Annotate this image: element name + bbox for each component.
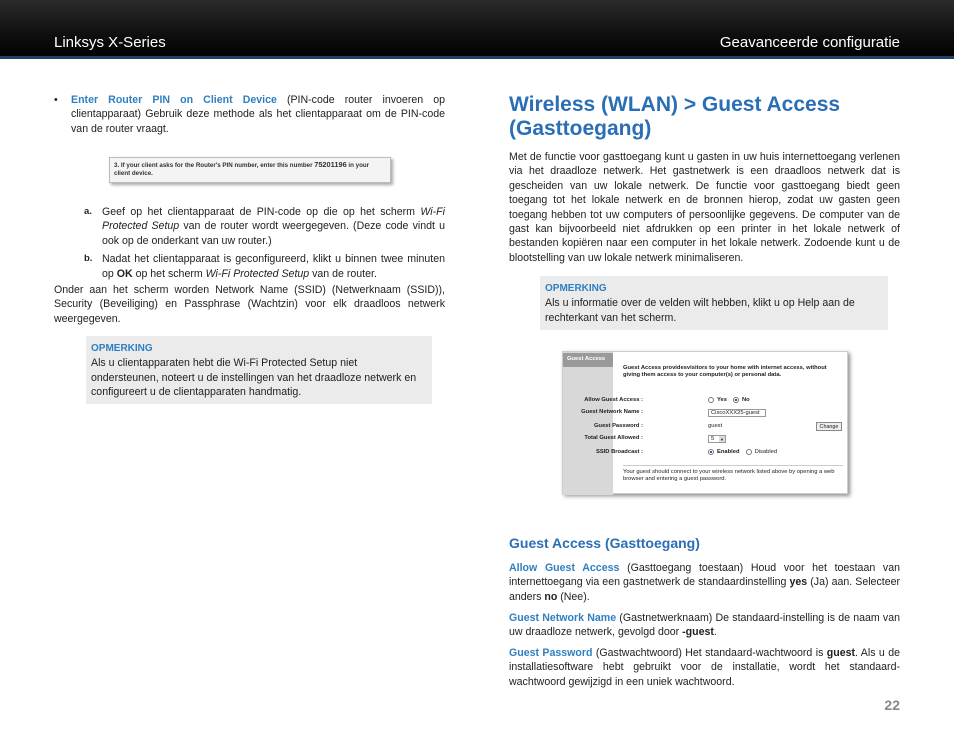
pin-screenshot [109, 157, 391, 183]
guest-password-t2: . Als u de installatiesoftware hebt gebruikt voor de installatie, wordt het standaard-wachtwoord gewijzigd in een uniek wachtwoord. [509, 647, 901, 688]
guest-name-t2: . [713, 626, 717, 639]
step-a-label: a. [84, 206, 92, 217]
row-guest-password [563, 423, 793, 433]
page-header [0, 0, 954, 58]
page-number: 22 [884, 697, 900, 713]
screenshot-footer: Your guest should connect to your wireless network listed above by opening a web browser and entering a guest password. [623, 469, 835, 482]
chevron-down-icon: ▼ [720, 437, 724, 442]
guest-name-term: Guest Network Name [509, 612, 617, 624]
radio-enabled-icon [708, 449, 714, 455]
guest-password-para [509, 646, 900, 689]
bullet-term: Enter Router PIN on Client Device [71, 94, 277, 106]
radio-disabled-label: Disabled [754, 449, 778, 455]
step-b [84, 252, 445, 281]
allow-guest-label: Allow Guest Access : [584, 397, 643, 403]
guest-password-term: Guest Password [509, 647, 593, 659]
screenshot-divider [623, 465, 843, 466]
header-section: Geavanceerde configuratie [719, 34, 900, 51]
row-ssid-broadcast [563, 449, 793, 459]
step-a-em: Wi-Fi Protected Setup [102, 206, 445, 233]
radio-enabled-label: Enabled [717, 449, 740, 455]
allow-guest-term: Allow Guest Access [509, 562, 620, 574]
step-b-bold: OK [116, 267, 133, 280]
pin-number: 75201196 [314, 160, 347, 169]
section-subtitle: Guest Access (Gasttoegang) [509, 535, 700, 551]
guest-name-t1: (Gastnetwerknaam) De standaard-instelling is de naam van uw draadloze netwerk, gevolgd door [509, 612, 900, 639]
guest-password-value: guest [708, 423, 723, 429]
pin-text-before: 3. If your client asks for the Router's PIN number, enter this number [114, 162, 315, 169]
bullet-item [54, 93, 445, 136]
row-allow-guest [563, 397, 793, 407]
step-a-t1: Geef op het clientapparaat de PIN-code op die op het scherm [102, 206, 421, 218]
step-a [84, 205, 445, 248]
note-title-right: OPMERKING [545, 283, 607, 294]
row-guest-name [563, 409, 793, 419]
bullet-icon: • [54, 94, 58, 106]
pin-text-after: in your client device. [114, 162, 370, 177]
change-button: Change [816, 422, 842, 431]
radio-yes-icon [708, 397, 714, 403]
step-b-t3: van de router. [309, 267, 377, 280]
total-guest-label: Total Guest Allowed : [584, 435, 643, 441]
header-accent-line [0, 56, 954, 59]
note-text-right: Als u informatie over de velden wilt hebben, klikt u op Help aan de rechterkant van het scherm. [545, 297, 855, 324]
note-title-left: OPMERKING [91, 343, 153, 354]
note-box-right [540, 276, 888, 330]
step-a-text [102, 205, 445, 248]
bullet-text [71, 93, 445, 136]
guest-name-field: CiscoXXX25-guest [708, 409, 766, 417]
guest-password-b1: guest [826, 647, 856, 659]
step-a-t2: van de router wordt weergegeven. (Deze code vindt u ook op de onderkant van uw router.) [102, 220, 445, 247]
total-guest-select-wrap [708, 435, 726, 443]
allow-guest-options [708, 397, 750, 403]
guest-password-t1: (Gastwachtwoord) Het standaard-wachtwoord is [592, 647, 827, 659]
step-b-t2: op het scherm [132, 267, 206, 280]
guest-name-b1: -guest [682, 626, 714, 639]
screenshot-main [623, 365, 843, 379]
note-text-left: Als u clientapparaten hebt die Wi-Fi Protected Setup niet ondersteunen, noteert u de instellingen van het draadloze netwerk en configureert u de clientapparaten handmatig. [91, 357, 417, 399]
allow-guest-para [509, 561, 900, 604]
step-b-t1: Nadat het clientapparaat is geconfigureerd, klikt u binnen twee minuten op [102, 253, 445, 280]
guest-name-para [509, 611, 900, 640]
step-b-text [102, 252, 445, 281]
note-box-left [86, 336, 432, 404]
guest-access-screenshot [562, 351, 848, 494]
allow-guest-b1: yes [789, 576, 808, 589]
screenshot-tab-guest-access: Guest Access [563, 353, 613, 367]
ssid-broadcast-options [708, 449, 777, 455]
header-product: Linksys X-Series [54, 34, 166, 51]
ssid-broadcast-label: SSID Broadcast : [595, 449, 643, 455]
radio-yes-label: Yes [717, 397, 727, 403]
radio-no-icon [733, 397, 739, 403]
allow-guest-t3: (Nee). [557, 590, 590, 603]
row-total-guest [563, 435, 793, 445]
network-para: Onder aan het scherm worden Network Name (SSID) (Netwerknaam (SSID)), Security (Beveiliging) en Passphrase (Wachtzin) voor elk draadloos netwerk weergegeven. [54, 284, 445, 325]
allow-guest-b2: no [544, 590, 558, 603]
guest-password-label: Guest Password : [594, 423, 643, 429]
allow-guest-t1: (Gasttoegang toestaan) Houd voor het toestaan van internettoegang via een gastnetwerk de standaardinstelling [509, 562, 901, 589]
step-b-em: Wi-Fi Protected Setup [205, 267, 310, 280]
step-list [84, 205, 445, 281]
page-title: Wireless (WLAN) > Guest Access (Gasttoegang) [509, 93, 841, 140]
guest-name-label: Guest Network Name : [581, 409, 643, 415]
total-guest-value: 5 [711, 436, 715, 442]
guest-name-field-wrap [708, 409, 766, 417]
radio-disabled-icon [746, 449, 752, 455]
screenshot-desc: Guest Access providesvisitors to your home with internet access, without giving them access to your computer(s) or personal data. [623, 365, 827, 378]
intro-para: Met de functie voor gasttoegang kunt u gasten in uw huis internettoegang verlenen via het draadloze netwerk. Het gastnetwerk is een draadloos netwerk dat is gescheiden van uw lokale netwerk. De functie voor gasttoegang biedt geen toegang tot het lokale netwerk en de bronnen hierop, zodat uw gasten geen toegang hebben tot uw computers of persoonlijke gegevens. De computer van de gast kan bijvoorbeeld niet afdrukken op een printer in het lokale netwerk of bestanden kopiëren naar een computer in het lokale netwerk. Zodoende kunt u de blootstelling van uw lokale netwerk minimaliseren. [509, 151, 900, 264]
total-guest-select [708, 435, 726, 443]
radio-no-label: No [742, 397, 750, 403]
allow-guest-t2: (Ja) aan. Selecteer anders [509, 576, 901, 603]
step-b-label: b. [84, 253, 93, 265]
bullet-body: (PIN-code router invoeren op clientapparaat) Gebruik deze methode als het clientapparaat om de PIN-code van de router vraagt. [71, 94, 445, 135]
